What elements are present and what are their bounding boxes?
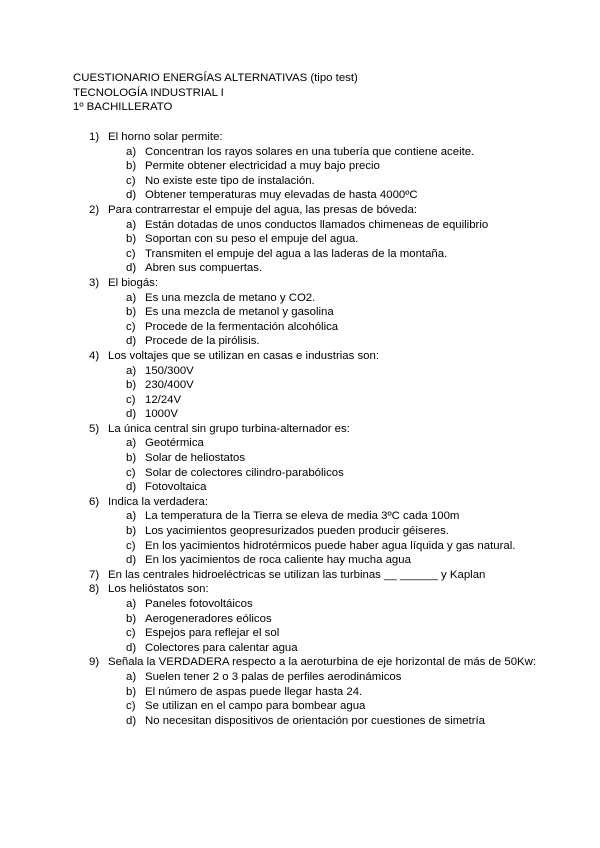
option-letter: d) (126, 189, 137, 202)
answer-option (0, 334, 600, 349)
option-letter: b) (126, 160, 137, 173)
option-text: La temperatura de la Tierra se eleva de media 3ºC cada 100m (145, 510, 460, 523)
option-letter: a) (126, 145, 137, 158)
answer-option (0, 451, 600, 466)
answer-option (0, 436, 600, 451)
answer-option (0, 291, 600, 306)
option-list (108, 670, 600, 728)
answer-option (0, 612, 600, 627)
option-text: Es una mezcla de metano y CO2. (145, 291, 316, 304)
option-text: Soportan con su peso el empuje del agua. (145, 233, 359, 246)
option-text: No existe este tipo de instalación. (145, 174, 315, 187)
option-text: Solar de heliostatos (145, 452, 246, 465)
option-list (108, 509, 600, 567)
question-number: 7) (89, 568, 100, 581)
answer-option (0, 261, 600, 276)
option-text: Espejos para reflejar el sol (145, 627, 280, 640)
option-letter: b) (126, 525, 137, 538)
answer-option (0, 597, 600, 612)
option-list (108, 436, 600, 494)
question-text: El horno solar permite: (108, 131, 223, 143)
option-text: 230/400V (145, 379, 194, 392)
option-text: Procede de la fermentación alcohólica (145, 320, 339, 333)
option-letter: c) (126, 174, 136, 187)
question-item (0, 568, 600, 583)
option-text: Geotérmica (145, 437, 204, 450)
question-item (0, 349, 600, 422)
question-item (0, 582, 600, 655)
answer-option (0, 305, 600, 320)
question-number: 6) (89, 495, 100, 508)
option-letter: d) (126, 335, 137, 348)
option-letter: c) (126, 247, 136, 260)
option-text: Suelen tener 2 o 3 palas de perfiles aerodinámicos (145, 670, 402, 683)
option-text: Se utilizan en el campo para bombear agua (145, 700, 366, 713)
option-text: 12/24V (145, 393, 182, 406)
answer-option (0, 714, 600, 729)
question-list (0, 130, 600, 728)
question-number: 4) (89, 349, 100, 362)
answer-option (0, 539, 600, 554)
option-text: Es una mezcla de metanol y gasolina (145, 306, 334, 319)
answer-option (0, 247, 600, 262)
option-list (108, 145, 600, 203)
answer-option (0, 174, 600, 189)
question-number: 8) (89, 583, 100, 596)
option-text: 1000V (145, 408, 178, 421)
answer-option (0, 480, 600, 495)
option-letter: d) (126, 481, 137, 494)
answer-option (0, 188, 600, 203)
option-letter: a) (126, 437, 137, 450)
option-letter: b) (126, 233, 137, 246)
option-text: Están dotadas de unos conductos llamados chimeneas de equilibrio (145, 218, 489, 231)
option-text: Procede de la pirólisis. (145, 335, 260, 348)
option-text: Colectores para calentar agua (145, 641, 298, 654)
answer-option (0, 641, 600, 656)
question-item (0, 495, 600, 568)
option-letter: c) (126, 539, 136, 552)
option-text: Permite obtener electricidad a muy bajo precio (145, 160, 380, 173)
question-number: 5) (89, 422, 100, 435)
option-text: No necesitan dispositivos de orientación por cuestiones de simetría (145, 714, 486, 727)
answer-option (0, 553, 600, 568)
answer-option (0, 407, 600, 422)
answer-option (0, 320, 600, 335)
question-text: Los helióstatos son: (108, 583, 209, 596)
option-letter: c) (126, 466, 136, 479)
option-letter: d) (126, 714, 137, 727)
answer-option (0, 466, 600, 481)
option-text: Abren sus compuertas. (145, 262, 263, 275)
option-letter: b) (126, 685, 137, 698)
answer-option (0, 670, 600, 685)
option-text: En los yacimientos de roca caliente hay mucha agua (145, 554, 411, 567)
answer-option (0, 393, 600, 408)
option-letter: a) (126, 291, 137, 304)
option-text: 150/300V (145, 364, 194, 377)
question-text: La única central sin grupo turbina-alternador es: (108, 422, 350, 435)
option-letter: b) (126, 379, 137, 392)
option-text: El número de aspas puede llegar hasta 24. (145, 685, 363, 698)
option-letter: c) (126, 393, 136, 406)
option-text: Los yacimientos geopresurizados pueden producir géiseres. (145, 525, 449, 538)
option-list (108, 364, 600, 422)
header-title: CUESTIONARIO ENERGÍAS ALTERNATIVAS (tipo test) (73, 72, 358, 84)
option-letter: a) (126, 364, 137, 377)
option-letter: d) (126, 262, 137, 275)
answer-option (0, 378, 600, 393)
option-letter: b) (126, 452, 137, 465)
question-item (0, 203, 600, 276)
document-header (73, 71, 358, 115)
option-text: Obtener temperaturas muy elevadas de hasta 4000ºC (145, 189, 418, 202)
question-number: 9) (89, 656, 100, 669)
question-item (0, 422, 600, 495)
answer-option (0, 685, 600, 700)
answer-option (0, 626, 600, 641)
option-letter: b) (126, 306, 137, 319)
option-text: En los yacimientos hidrotérmicos puede haber agua líquida y gas natural. (145, 539, 516, 552)
answer-option (0, 509, 600, 524)
answer-option (0, 159, 600, 174)
question-text: Para contrarrestar el empuje del agua, las presas de bóveda: (108, 203, 417, 216)
option-text: Transmiten el empuje del agua a las laderas de la montaña. (145, 247, 448, 260)
option-letter: a) (126, 598, 137, 610)
option-text: Aerogeneradores eólicos (145, 612, 272, 625)
header-course: 1º BACHILLERATO (73, 101, 173, 114)
option-letter: d) (126, 408, 137, 421)
option-text: Solar de colectores cilindro-parabólicos (145, 466, 344, 479)
option-letter: c) (126, 627, 136, 640)
question-text: Los voltajes que se utilizan en casas e industrias son: (108, 349, 380, 362)
option-text: Fotovoltaica (145, 481, 207, 494)
option-letter: d) (126, 554, 137, 567)
option-text: Concentran los rayos solares en una tubería que contiene aceite. (145, 145, 475, 158)
option-letter: b) (126, 612, 137, 625)
question-text: Señala la VERDADERA respecto a la aeroturbina de eje horizontal de más de 50Kw: (108, 656, 537, 669)
answer-option (0, 218, 600, 233)
question-text: El biogás: (108, 276, 159, 289)
answer-option (0, 364, 600, 379)
answer-option (0, 145, 600, 160)
question-item (0, 276, 600, 349)
question-item (0, 130, 600, 203)
question-number: 2) (89, 203, 100, 216)
answer-option (0, 232, 600, 247)
question-text: Indica la verdadera: (108, 495, 209, 508)
option-letter: a) (126, 218, 137, 231)
option-letter: c) (126, 320, 136, 333)
question-number: 3) (89, 276, 100, 289)
answer-option (0, 524, 600, 539)
option-text: Paneles fotovoltáicos (145, 598, 253, 610)
question-number: 1) (89, 131, 100, 143)
option-letter: a) (126, 510, 137, 523)
answer-option (0, 699, 600, 714)
option-letter: c) (126, 700, 136, 713)
option-list (108, 597, 600, 655)
question-item (0, 655, 600, 728)
option-letter: a) (126, 670, 137, 683)
option-letter: d) (126, 641, 137, 654)
header-subject: TECNOLOGÍA INDUSTRIAL I (73, 86, 224, 99)
option-list (108, 218, 600, 276)
question-text: En las centrales hidroeléctricas se utilizan las turbinas __ ______ y Kaplan (108, 568, 486, 581)
option-list (108, 291, 600, 349)
